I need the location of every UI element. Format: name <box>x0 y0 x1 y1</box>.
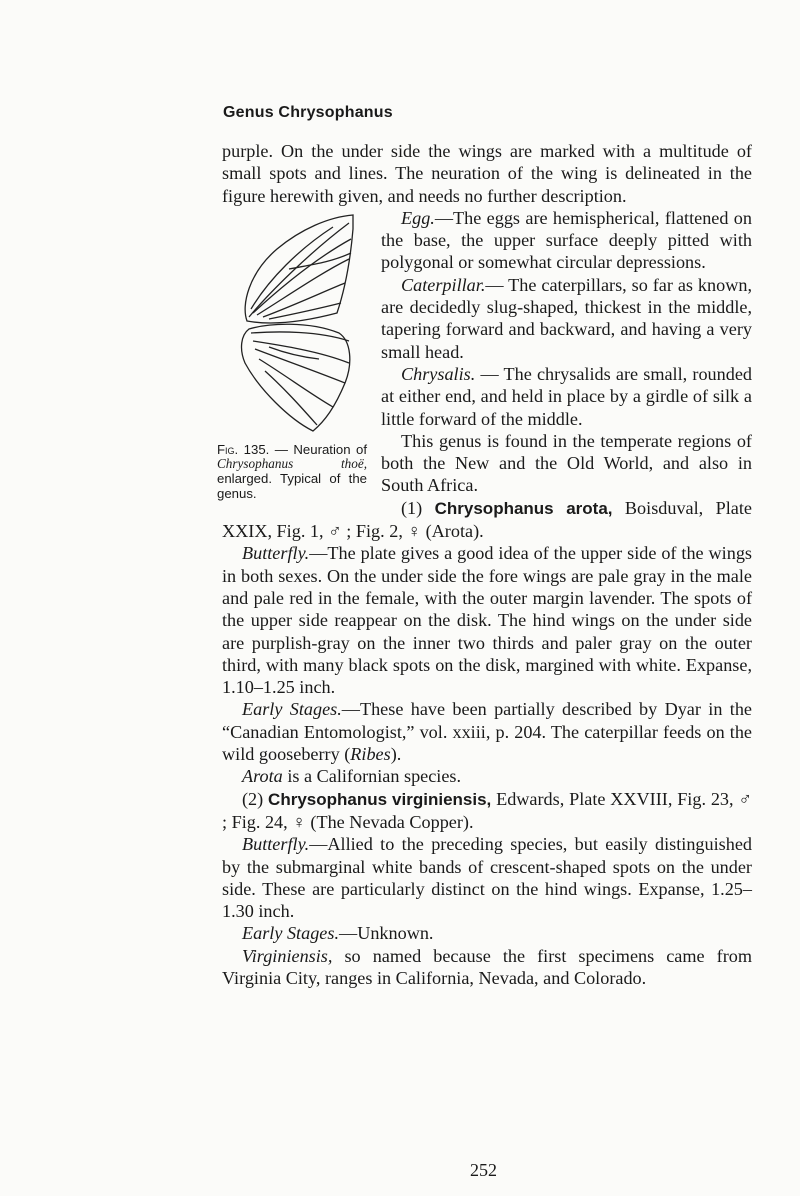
species-2-note <box>222 945 752 990</box>
egg-label: Egg. <box>401 207 435 228</box>
species-1-early-label: Early Stages. <box>242 699 342 720</box>
genus-range-text: This genus is found in the temperate regions of both the New and the Old World, and also in South Africa. <box>381 430 752 496</box>
species-1-reference: Boisduval, Plate XXIX, Fig. 1, ♂ ; Fig. 2, ♀ (Arota). <box>222 497 752 542</box>
chrysalis-text: — The chrysalids are small, rounded at either end, and held in place by a girdle of silk a little forward of the middle. <box>381 363 752 429</box>
caterpillar-label: Caterpillar. <box>401 274 486 295</box>
species-1-early-stages <box>222 698 752 765</box>
running-header: Genus Chrysophanus <box>223 104 393 121</box>
species-1-butterfly-label: Butterfly. <box>242 543 310 564</box>
body-text <box>217 140 753 989</box>
species-2-early-stages <box>222 922 752 944</box>
intro-paragraph <box>222 140 752 207</box>
species-2-name: Chrysophanus virginiensis, <box>268 789 492 809</box>
figure-135 <box>217 207 367 511</box>
wing-neuration-figure <box>229 213 355 433</box>
species-2-early-text: —Unknown. <box>339 923 434 944</box>
species-1-note-name: Arota <box>242 766 283 787</box>
chrysalis-label: Chrysalis. <box>401 363 476 384</box>
species-1-note <box>222 765 752 787</box>
species-1-early-text-b: ). <box>390 744 402 765</box>
species-2-note-text: so named because the first specimens came from Virginia City, ranges in California, Nevada, and Colorado. <box>222 945 752 988</box>
species-2-butterfly-text: —Allied to the preceding species, but easily distinguished by the submarginal white bands of crescent-shaped spots on the under side. These are particularly distinct on the hind wings. Expanse, 1.25–1.30 inch. <box>222 834 752 922</box>
intro-text: purple. On the under side the wings are marked with a multitude of small spots and lines. The neuration of the wing is delineated in the figure herewith given, and needs no further description. <box>222 141 752 206</box>
species-1-number: (1) <box>401 497 423 518</box>
caption-genus: Chrysophanus thoë, <box>217 456 367 472</box>
species-1-butterfly-text: —The plate gives a good idea of the upper side of the wings in both sexes. On the under side the fore wings are pale gray in the male and pale red in the female, with the outer margin lavender. The spots of the upper side reappear on the disk. The hind wings on the under side are purplish-gray on the inner two thirds and paler gray on the outer third, with many black spots on the disk, margined with white. Expanse, 1.10–1.25 inch. <box>222 543 752 698</box>
species-2-early-label: Early Stages. <box>242 923 339 944</box>
figure-caption <box>217 443 367 501</box>
species-1-early-text-a: —These have been partially described by Dyar in the “Canadian Entomologist,” vol. xxiii, p. 204. The caterpillar feeds on the wild gooseberry ( <box>222 699 752 765</box>
figure-label: Fig. 135. <box>217 441 270 457</box>
species-1-name: Chrysophanus arota, <box>434 498 613 518</box>
caption-part-b: enlarged. Typical of the genus. <box>217 471 367 501</box>
caterpillar-text: — The caterpillars, so far as known, are decidedly slug-shaped, thickest in the middle, tapering forward and backward, and having a very small head. <box>381 274 752 362</box>
species-2-butterfly-label: Butterfly. <box>242 834 310 855</box>
species-1-note-text: is a Californian species. <box>282 766 462 787</box>
species-2-butterfly <box>222 833 752 922</box>
species-2-reference: Edwards, Plate XXVIII, Fig. 23, ♂ ; Fig. 24, ♀ (The Nevada Copper). <box>222 788 753 832</box>
species-2-number: (2) <box>242 788 264 809</box>
page-number: 252 <box>470 1160 497 1180</box>
egg-text: —The eggs are hemispherical, flattened on the base, the upper surface deeply pitted with polygonal or somewhat circular depressions. <box>381 207 752 273</box>
species-1-ribes: Ribes <box>350 744 391 765</box>
species-2-heading <box>222 788 752 834</box>
species-1-butterfly <box>222 542 752 698</box>
caption-part-a: — Neuration of <box>269 441 367 457</box>
species-2-note-name: Virginiensis, <box>242 945 333 966</box>
